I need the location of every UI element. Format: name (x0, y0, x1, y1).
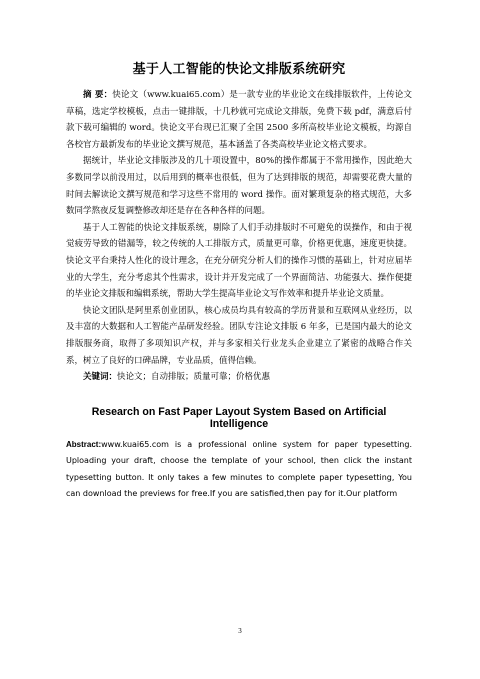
english-abstract (66, 437, 412, 503)
page-number: 3 (238, 627, 242, 635)
chinese-abstract-label: 摘 要： (83, 90, 113, 100)
english-abstract-label: Abstract: (66, 439, 102, 449)
english-abstract-text: www.kuai65.com is a professional online system for paper typesetting. Uploading your draft, choose the template of your school, then click the instant typesetting button. It only takes a few minutes to complete paper typesetting, You can download the previews for free.If you are satisfied,then pay for it.Our platform (66, 439, 412, 498)
body-paragraph-3: 快论文团队是阿里系创业团队，核心成员均具有较高的学历背景和互联网从业经历，以及丰富的大数据和人工智能产品研发经验。团队专注论文排版 6 年多，已是国内最大的论文排版服务商，取得了多项知识产权，并与多家相关行业龙头企业建立了紧密的战略合作关系，树立了良好的口碑品牌，专业品质，值得信赖。 (66, 305, 412, 366)
chinese-keywords-label: 关键词： (83, 372, 118, 383)
chinese-keywords-text: 快论文；自动排版；质量可靠；价格优惠 (117, 372, 271, 383)
body-paragraph-2: 基于人工智能的快论文排版系统，剔除了人们手动排版时不可避免的误操作，和由于视觉疲劳导致的错漏等，较之传统的人工排版方式，质量更可靠，价格更优惠，速度更快捷。快论文平台秉持人性化的设计理念，在充分研究分析人们的操作习惯的基础上，针对应届毕业的大学生，充分考虑其个性需求，设计并开发完成了一个界面简洁、功能强大、操作便捷的毕业论文排版和编辑系统，帮助大学生提高毕业论文写作效率和提升毕业论文质量。 (66, 222, 412, 300)
chinese-title: 基于人工智能的快论文排版系统研究 (132, 62, 346, 77)
body-paragraph-1: 据统计，毕业论文排版涉及的几十项设置中，80%的操作都属于不常用操作，因此绝大多数同学以前没用过，以后用到的概率也很低，但为了达到排版的规范，却需要花费大量的时间去解读论文撰写规范和学习这些不常用的 word 操作。面对繁琐复杂的格式规范，大多数同学熬夜反复调整修改却还是存在各种各样的问题。 (66, 156, 412, 217)
chinese-abstract (66, 87, 412, 153)
chinese-abstract-text: 快论文（www.kuai65.com）是一款专业的毕业论文在线排版软件，上传论文草稿，选定学校模板，点击一键排版，十几秒就可完成论文排版，免费下载 pdf，满意后付款下载可编辑的 word。快论文平台现已汇聚了全国 2500 多所高校毕业论文模板，均源自各校官方最新发布的毕业论文撰写规范，基本涵盖了各类高校毕业论文格式要求。 (66, 90, 412, 150)
english-title: Research on Fast Paper Layout System Based on Artificial Intelligence (91, 405, 387, 430)
chinese-keywords (66, 369, 412, 386)
